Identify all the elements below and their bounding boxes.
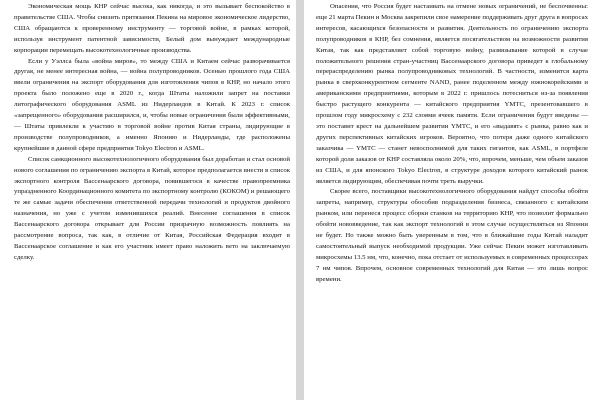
- paragraph: Экономическая мощь КНР сейчас высока, как никогда, и это вызывает беспокойство в правительстве США. Чтобы снизить притязания Пекина на мировое экономическое лидерство, США обращаются к проверенному инструменту — торговой войне, в рамках которой, используя инструмент патентной зависимости, Белый дом вынуждает международные корпорации перемещать высокотехнологичные производства.: [14, 3, 290, 54]
- document-page-right: [304, 0, 600, 400]
- paragraph: Скорее всего, поставщики высокотехнологичного оборудования найдут способы обойти запреты, например, структуры обособив подразделения бизнеса, связанного с китайским рынком, или перенеся процесс сборки станков на территорию КНР, что позволит формально обойти нововведение, так как экспорт технологий в этом случае осуществляться из Японии не будет. Но также можно быть уверенным в том, что в ближайшие годы Китай наладит самостоятельный выпуск необходимой продукции. Уже сейчас Пекин может изготавливать микросхемы 13.5 нм, что, конечно, пока отстает от используемых в современных процессорах 7 нм чипов. Впрочем, основное современных технологий для Китая — это лишь вопрос времени.: [316, 188, 588, 283]
- paragraph: Список санкционного высокотехнологичного оборудования был доработан и стал основой нового соглашения по ограничению экспорта в Китай, которое предполагается внести в список экспортного контроля Вассенаарского договора, повившегося в качестве правопреемника упраздненного Координационного комитета по экспортному контролю (КОКОМ) и решающего те же самые задачи обеспечения ответственной передачи технологий и продуктов двойного назначения, но уже с учетом изменившихся реалий. Внесение соглашения в список Вассенаарского договора открывает для России призрачную возможность повлиять на рассмотрение вопроса, так как, в отличие от Китая, Российская Федерация входит в Вассенаарское соглашение и как его участник имеет право наложить вето на заключаемую сделку.: [14, 155, 290, 261]
- document-page-left: [0, 0, 296, 400]
- paragraph: Опасения, что Россия будет настаивать на отмене новых ограничений, не беспочвенны: еще 21 марта Пекин и Москва закрепили свое намерение поддерживать друг друга в вопросах интересов, касающихся безопасности и развития. Деятельность по ограничению экспорта полупроводников в КНР, без сомнения, является посягательством на возможности развития Китая, так как представляет собой торговую войну, развязывание которой в случае положительного решения стран-участниц Вассенаарского договора приведет к глобальному перераспределению рынка полупроводниковых технологий. В частности, изменится карта рынка в сверхконкурентном сегменте NAND, ранее поделенном между южнокорейскими и американскими предприятиями, которым в 2022 г. пришлось потесниться из-за появления быстро растущего конкурента — китайского предприятия YMTC, презентовавшего в прошлом году микросхему с 232 слоями ячеек памяти. Если ограничения будут введены — это поставит крест на дальнейшем развитии YMTC, и его «выдавят» с рынка, равно как и других перспективных китайских игроков. Вероятно, что потеря даже одного китайского заказчика — YMTC — станет невосполнимой для таких гигантов, как ASML, в портфеле которой доля заказов от КНР составляла около 20%, что, впрочем, меньше, чем объем заказов из США, и для японского Tokyo Electron, в структуре доходов которого китайский рынок является лидирующим, обеспечивая почти треть выручки.: [316, 3, 588, 185]
- paragraph: Если у Уэллса была «война миров», то между США и Китаем сейчас разворачивается другая, не менее интересная война, — война полупроводников. Осенью прошлого года США ввели ограничения на экспорт оборудования для изготовления чипов в КНР, но начало этого проекта было положено еще в 2020 г., когда Штаты наложили запрет на поставки литографического оборудования ASML из Нидерландов в Китай. К 2023 г. список «запрещенного» оборудования расширился, и, чтобы новые ограничения были эффективными, — Штаты привлекли к участию в торговой войне против Китая страны, лидирующие в производстве полупроводников, а именно Японию и Нидерланды, где расположены крупнейшие в данной сфере предприятия Tokyo Electron и ASML.: [14, 57, 290, 152]
